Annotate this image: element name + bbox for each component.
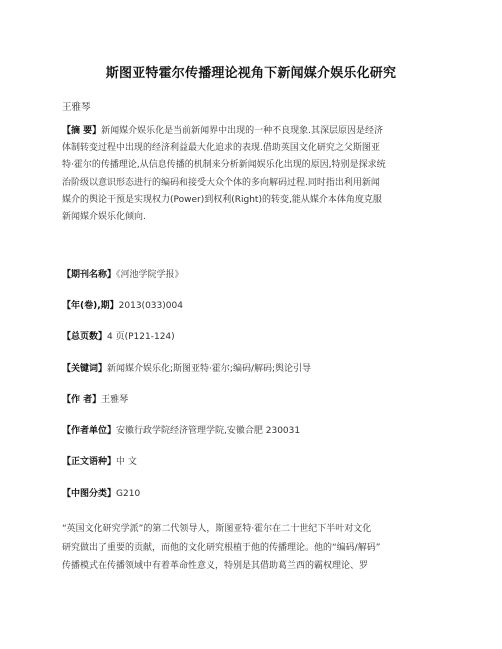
body-line-3: 传播模式在传播领域中有着革命性意义，特别是其借助葛兰西的霸权理论、罗: [62, 561, 369, 571]
field-journal: [62, 267, 184, 280]
field-label: 【期刊名称】: [62, 270, 117, 280]
field-page-count: [62, 329, 175, 342]
document-title: 斯图亚特霍尔传播理论视角下新闻媒介娱乐化研究: [105, 66, 397, 81]
field-value: 4 页(P121-124): [107, 332, 175, 342]
abstract-line-1: [62, 123, 444, 140]
field-keywords: [62, 361, 311, 374]
field-value: 2013(033)004: [118, 301, 183, 311]
field-label: 【关键词】: [62, 364, 108, 374]
field-value: 新闻媒介娱乐化;斯图亚特·霍尔;编码/解码;舆论引导: [107, 364, 312, 374]
abstract-line-3: 特·霍尔的传播理论,从信息传播的机制来分析新闻娱乐化出现的原因,特别是探求统: [62, 160, 386, 171]
field-value: 《河池学院学报》: [116, 270, 184, 280]
field-label: 【作者单位】: [62, 426, 117, 436]
field-value: 王雅琴: [101, 395, 129, 405]
abstract-line-4: 治阶级以意识形态进行的编码和接受大众个体的多向解码过程.同时指出利用新闻: [62, 177, 380, 188]
field-label: 【中图分类】: [62, 489, 117, 499]
field-value: 安徽行政学院经济管理学院,安徽合肥 230031: [116, 426, 301, 436]
field-language: [62, 454, 137, 467]
field-authors: [62, 392, 128, 405]
body-paragraph: [62, 520, 446, 576]
abstract-text: 新闻媒介娱乐化是当前新闻界中出现的一种不良现象.其深层原因是经济: [101, 126, 384, 136]
abstract-line-5: 媒介的舆论干预是实现权力(Power)到权利(Right)的转变,能从媒介本体角度克服: [62, 194, 382, 205]
field-label: 【正文语种】: [62, 457, 117, 467]
abstract-label: 【摘 要】: [62, 126, 102, 136]
field-affiliation: [62, 423, 300, 436]
field-volume-issue: [62, 298, 183, 311]
body-line-2: 研究做出了重要的贡献，而他的文化研究根植于他的传播理论。他的“编码/解码”: [62, 542, 381, 553]
field-classification: [62, 486, 140, 499]
body-line-1: “英国文化研究学派”的第二代领导人，斯图亚特·霍尔在二十世纪下半叶对文化: [62, 524, 372, 534]
field-label: 【作 者】: [62, 395, 102, 405]
field-value: G210: [116, 489, 141, 499]
field-label: 【年(卷),期】: [62, 301, 119, 311]
abstract-line-6: 新闻媒介娱乐化倾向.: [62, 212, 146, 223]
author-name: 王雅琴: [62, 102, 91, 113]
abstract-line-2: 体制转变过程中出现的经济利益最大化追求的表现.借助英国文化研究之父斯图亚: [62, 143, 380, 154]
field-value: 中 文: [116, 457, 137, 467]
abstract-block: [62, 123, 444, 226]
field-label: 【总页数】: [62, 332, 108, 342]
